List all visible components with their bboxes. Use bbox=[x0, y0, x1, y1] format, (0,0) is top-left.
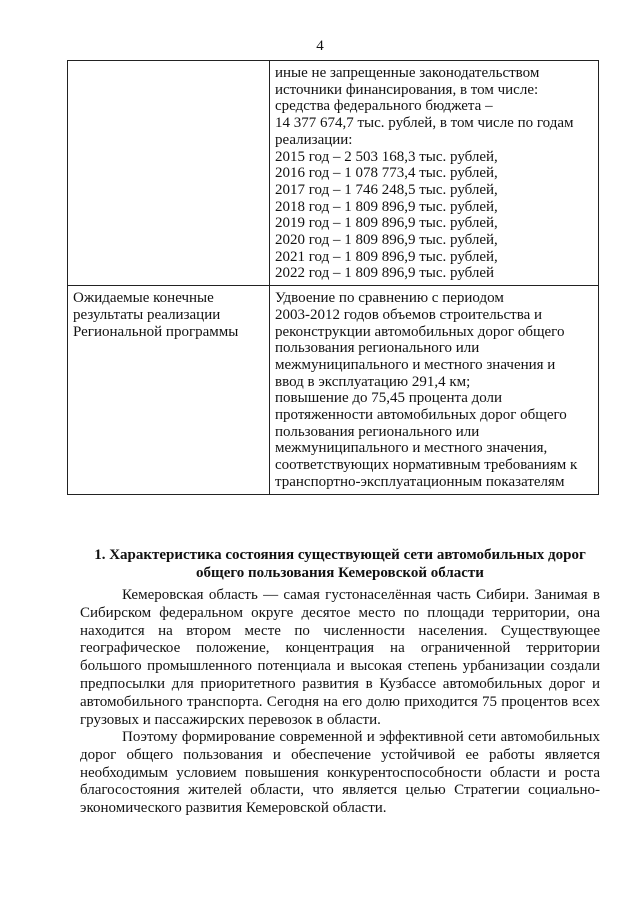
text-line: Региональной программы bbox=[73, 323, 239, 340]
table-row bbox=[68, 61, 599, 286]
text-line: результаты реализации bbox=[73, 306, 221, 323]
text-line: пользования регионального или bbox=[275, 423, 480, 440]
text-line: соответствующих нормативным требованиям к bbox=[275, 457, 578, 474]
table-cell-label bbox=[68, 61, 270, 286]
section-heading-line: общего пользования Кемеровской области bbox=[196, 564, 484, 581]
text-line: 2020 год – 1 809 896,9 тыс. рублей, bbox=[275, 232, 498, 249]
text-line: 2019 год – 1 809 896,9 тыс. рублей, bbox=[275, 215, 498, 232]
text-line: иные не запрещенные законодательством bbox=[275, 65, 540, 81]
program-passport-table bbox=[67, 60, 599, 495]
text-line: 2017 год – 1 746 248,5 тыс. рублей, bbox=[275, 181, 498, 198]
text-line: 2015 год – 2 503 168,3 тыс. рублей, bbox=[275, 148, 498, 165]
text-line: повышение до 75,45 процента доли bbox=[275, 390, 503, 407]
text-line: 2018 год – 1 809 896,9 тыс. рублей, bbox=[275, 198, 498, 215]
text-line: Ожидаемые конечные bbox=[73, 290, 214, 307]
text-line: 2022 год – 1 809 896,9 тыс. рублей bbox=[275, 265, 495, 282]
text-line: транспортно-эксплуатационным показателям bbox=[275, 473, 565, 490]
text-line: 2003-2012 годов объемов строительства и bbox=[275, 306, 543, 323]
text-line: протяженности автомобильных дорог общего bbox=[275, 407, 567, 424]
text-line: средства федерального бюджета – bbox=[275, 98, 493, 115]
text-line: реализации: bbox=[275, 131, 353, 148]
text-line: 2016 год – 1 078 773,4 тыс. рублей, bbox=[275, 165, 498, 182]
table-cell-value bbox=[270, 61, 599, 286]
table-cell-label bbox=[68, 286, 270, 494]
text-line: реконструкции автомобильных дорог общего bbox=[275, 323, 565, 340]
text-line: 14 377 674,7 тыс. рублей, в том числе по годам bbox=[275, 115, 574, 132]
text-line: межмуниципального и местного значения, bbox=[275, 440, 548, 457]
text-line: Удвоение по сравнению с периодом bbox=[275, 290, 504, 307]
text-line: источники финансирования, в том числе: bbox=[275, 81, 539, 98]
text-line: ввод в эксплуатацию 291,4 км; bbox=[275, 373, 471, 390]
section-heading-line: 1. Характеристика состояния существующей сети автомобильных дорог bbox=[94, 547, 586, 563]
text-line: пользования регионального или bbox=[275, 340, 480, 357]
text-line: 2021 год – 1 809 896,9 тыс. рублей, bbox=[275, 248, 498, 265]
section-heading bbox=[80, 547, 600, 582]
text-line: межмуниципального и местного значения и bbox=[275, 356, 556, 373]
body-paragraph: Кемеровская область — самая густонаселённая часть Сибири. Занимая в Сибирском федеральном округе десятое место по площади территории, она находится на втором месте по численности населения. Существующее географическое положение, концентрация на ограниченной территории большого промышленного потенциала и высокая степень урбанизации создали предпосылки для приоритетного развития в Кузбассе автомобильных дорог и автомобильного транспорта. Сегодня на его долю приходится 75 процентов всех грузовых и пассажирских перевозок в области. bbox=[80, 587, 600, 728]
body-paragraph: Поэтому формирование современной и эффективной сети автомобильных дорог общего пользования и обеспечение устойчивой ее работы является необходимым условием повышения конкурентоспособности области и роста благосостояния жителей области, что является целью Стратегии социально-экономического развития Кемеровской области. bbox=[80, 729, 600, 817]
page-number: 4 bbox=[316, 38, 324, 54]
table-row bbox=[68, 286, 599, 494]
table-cell-value bbox=[270, 286, 599, 494]
